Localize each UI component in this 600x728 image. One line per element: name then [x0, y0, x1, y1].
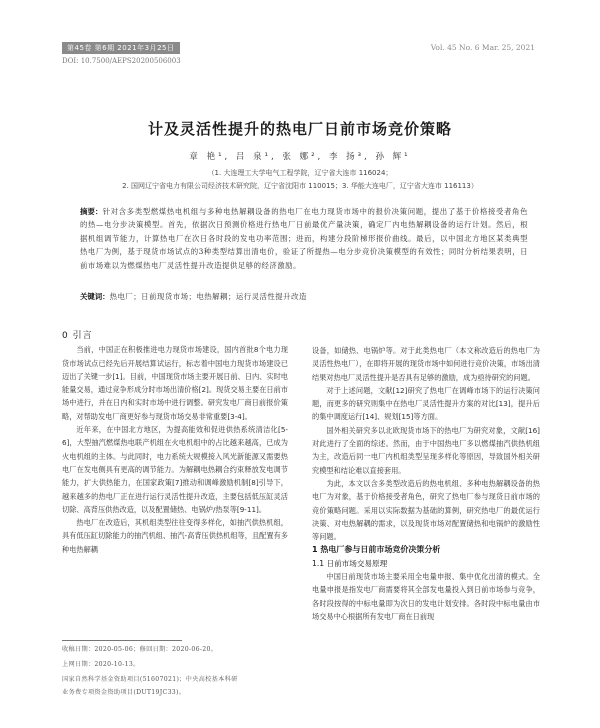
journal-issue-banner: 第45卷 第6期 2021年3月25日 — [62, 42, 180, 54]
abstract-text: 针对含多类型燃煤热电机组与多种电热解耦设备的热电厂在电力现货市场中的报价决策问题，提出了基于价格接受者角色的热—电分步决策模型。首先，依据次日预测价格进行热电厂日前最优产量决策，确定厂内电热解耦设备的运行计划。然后，根据机组调节能力，计算热电厂在次日各时段的发电功率范围；进而，构建分段阶梯形报价曲线。最后，以中国北方地区某类典型热电厂为例，基于现货市场试点的3种类型结算出清电价，验证了所提热—电分步竞价决策模型的有效性；同时分析结果表明，日前市场难以为燃煤热电厂灵活性提升改造提供足够的经济激励。 — [80, 207, 528, 270]
footnote-online: 上网日期：2020-10-13。 — [62, 661, 140, 668]
paragraph: 当前，中国正在积极推进电力现货市场建设，国内首批8个电力现货市场试点已经先后开展结算试运行，标志着中国电力现货市场建设已迈出了关键一步[1]。目前，中国现货市场主要开展日前、日内、实时电能量交易，通过竞争形成分时市场出清价格[2]。现货交易主要在日前市场中进行，并在日内和实时市场中进行调整。研究发电厂商日前报价策略，对帮助发电厂商更好参与现货市场交易非常重要[3-4]。 — [62, 345, 288, 421]
footnote-received: 收稿日期：2020-05-06；修回日期：2020-06-20。 — [62, 646, 218, 653]
footnote-fund-2: 业务费专项资金资助项目(DUT19JC33)。 — [62, 689, 186, 696]
paper-title: 计及灵活性提升的热电厂日前市场竞价策略 — [147, 120, 452, 138]
journal-volume: Vol. 45 No. 6 Mar. 25, 2021 — [430, 43, 535, 52]
paragraph: 对于上述问题，文献[12]研究了热电厂在调峰市场下的运行决策问题，而更多的研究则集中在热电厂灵活性提升方案的对比[13]，提升后的集中调度运行[14]、规划[15]等方面。 — [312, 385, 540, 422]
left-column — [62, 330, 288, 556]
doi: DOI: 10.7500/AEPS20200506003 — [62, 57, 181, 65]
paragraph: 设备，如储热、电锅炉等。对于此类热电厂（本文称改造后的热电厂为灵活性热电厂），在即将开展的现货市场中如何进行竞价决策，市场出清结果对热电厂灵活性提升是否具有足够的激励，成为亟待研究的问题。 — [312, 346, 540, 382]
keywords-label: 关键词： — [80, 292, 110, 301]
affiliation-line-2: 2. 国网辽宁省电力有限公司经济技术研究院，辽宁省沈阳市 110015；3. 华能大连电厂，辽宁省大连市 116113） — [122, 182, 478, 190]
right-column — [312, 344, 540, 623]
abstract — [80, 205, 528, 272]
paragraph: 为此，本文以含多类型改造后的热电机组、多种电热解耦设备的热电厂为对象，基于价格接受者角色，研究了热电厂参与现货日前市场的竞价策略问题。采用以实际数据为基础的算例，研究热电厂的最优运行决策、对电热解耦的需求，以及现货市场对配置储热和电锅炉的激励性等问题。 — [312, 478, 540, 542]
paragraph: 国外相关研究多以北欧现货市场下的热电厂为研究对象，文献[16]对此进行了全面的综述。然而，由于中国热电厂多以燃煤抽汽供热机组为主，改造后同一电厂内机组类型呈现多样化等原因，导致国外相关研究模型和结论难以直接套用。 — [312, 425, 540, 475]
authors: 章 艳¹, 吕 泉¹, 张 娜², 李 扬³, 孙 辉¹ — [189, 152, 411, 162]
footnote-divider — [62, 640, 182, 641]
paragraph: 近年来，在中国北方地区，为提高能效和促进供热系统清洁化[5-6]，大型抽汽燃煤热电联产机组在火电机组中的占比越来越高，已成为火电机组的主体。与此同时，电力系统大规模接入风光新能源又需要热电厂在发电侧具有更高的调节能力。为解耦电热耦合约束释放发电调节能力，扩大供热能力，在国家政策[7]推动和调峰激励机制[8]引导下，越来越多的热电厂正在进行运行灵活性提升改造，主要包括低压缸灵活切除、高背压供热改造，以及配置储热、电锅炉/热泵等[9-11]。 — [62, 425, 288, 514]
abstract-label: 摘要： — [80, 207, 103, 216]
section-heading-1: 1 热电厂参与日前市场竞价决策分析 — [312, 545, 441, 555]
paragraph: 热电厂在改造后，其机组类型往往变得多样化，如抽汽供热机组，具有低压缸切除能力的抽汽机组、抽汽-高背压供热机组等，且配置有多种电热解耦 — [62, 518, 288, 554]
keywords-text: 热电厂；日前现货市场；电热解耦；运行灵活性提升改造 — [109, 292, 307, 301]
footnote-fund-1: 国家自然科学基金资助项目(51607021)；中央高校基本科研 — [62, 676, 238, 683]
affiliation-line-1: （1. 大连理工大学电气工程学院，辽宁省大连市 116024； — [207, 169, 393, 177]
subsection-heading-1-1: 1.1 日前市场交易原理 — [312, 558, 388, 568]
section-heading-intro: 0 引言 — [62, 331, 93, 341]
keywords — [80, 290, 528, 303]
paragraph: 中国日前现货市场主要采用全电量申报、集中优化出清的模式。全电量申报是指发电厂商需要将其全部发电量投入到日前市场参与竞争，各时段按得的中标电量即为次日的发电计划安排。各时段中标电量由市场交易中心根据所有发电厂商在日前现 — [312, 572, 540, 621]
